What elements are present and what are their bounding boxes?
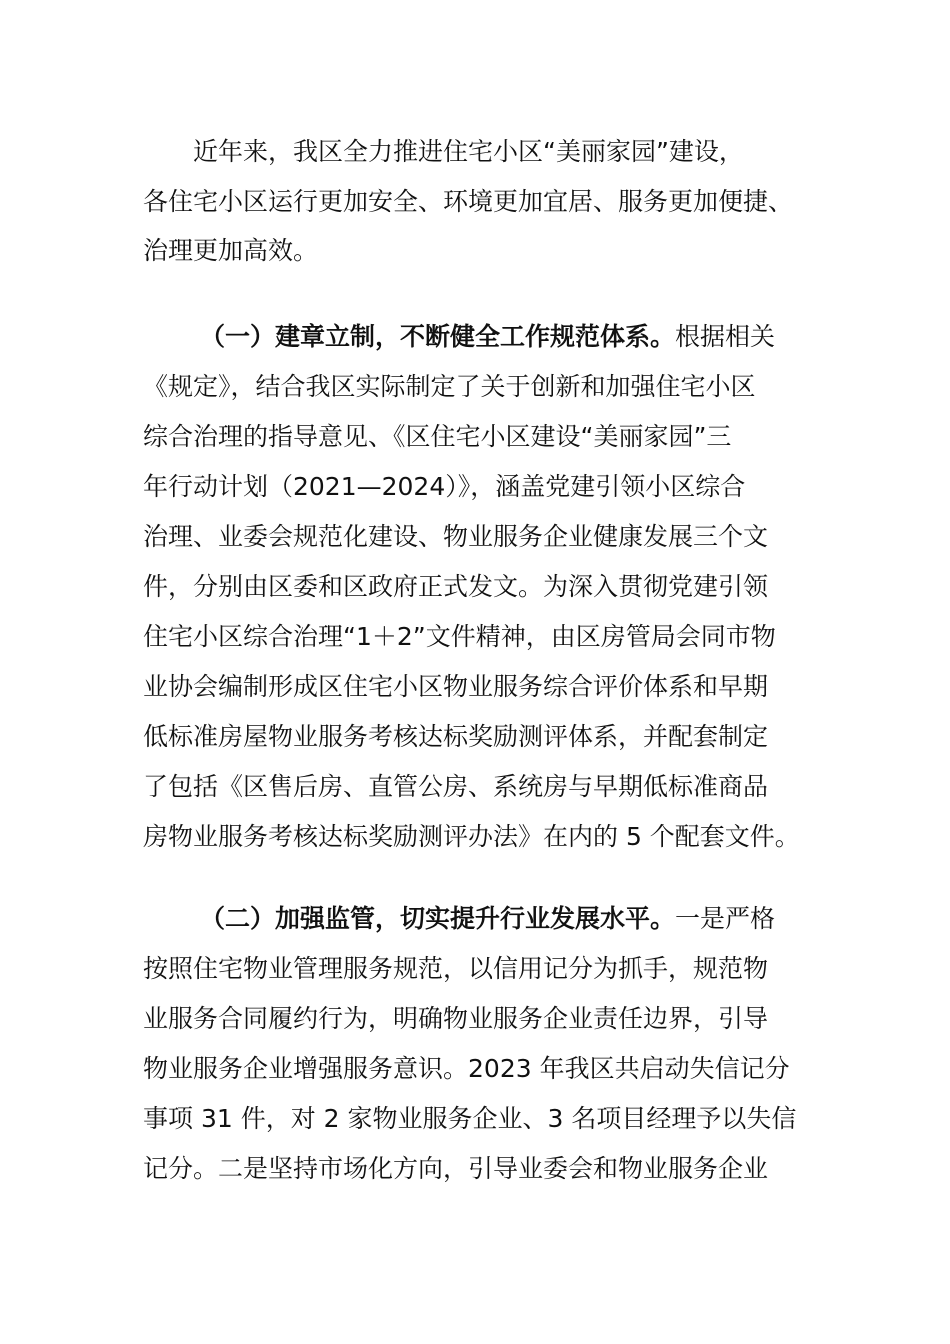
paragraph-2-line-11: 房物业服务考核达标奖励测评办法》在内的 5 个配套文件。 xyxy=(143,822,800,851)
paragraph-1-line-2: 各住宅小区运行更加安全、环境更加宜居、服务更加便捷、 xyxy=(143,187,794,216)
paragraph-2-line-10: 了包括《区售后房、直管公房、系统房与早期低标准商品 xyxy=(143,772,769,801)
paragraph-2-line-8: 业协会编制形成区住宅小区物业服务综合评价体系和早期 xyxy=(143,672,769,701)
section-heading-2: （二）加强监管，切实提升行业发展水平。 xyxy=(200,904,676,933)
section-heading-1: （一）建章立制，不断健全工作规范体系。 xyxy=(200,322,676,351)
paragraph-2-line-7: 住宅小区综合治理“1＋2”文件精神，由区房管局会同市物 xyxy=(143,622,776,651)
paragraph-1-line-3: 治理更加高效。 xyxy=(143,236,319,265)
paragraph-3-line-4: 物业服务企业增强服务意识。2023 年我区共启动失信记分 xyxy=(143,1054,790,1083)
paragraph-3-first-rest: 一是严格 xyxy=(675,904,776,933)
paragraph-3-line-5: 事项 31 件，对 2 家物业服务企业、3 名项目经理予以失信 xyxy=(143,1104,797,1133)
paragraph-3-line-3: 业服务合同履约行为，明确物业服务企业责任边界，引导 xyxy=(143,1004,769,1033)
paragraph-2-line-6: 件，分别由区委和区政府正式发文。为深入贯彻党建引领 xyxy=(143,572,769,601)
paragraph-2-line-4: 年行动计划（2021—2024）》，涵盖党建引领小区综合 xyxy=(143,472,746,501)
paragraph-2-line-1 xyxy=(200,320,775,354)
paragraph-2-line-5: 治理、业委会规范化建设、物业服务企业健康发展三个文 xyxy=(143,522,769,551)
paragraph-2-line-3: 综合治理的指导意见、《区住宅小区建设“美丽家园”三 xyxy=(143,422,732,451)
paragraph-3-line-1 xyxy=(200,902,775,936)
paragraph-2-first-rest: 根据相关 xyxy=(675,322,776,351)
paragraph-1-line-1: 近年来，我区全力推进住宅小区“美丽家园”建设， xyxy=(193,137,744,166)
paragraph-3-line-2: 按照住宅物业管理服务规范，以信用记分为抓手，规范物 xyxy=(143,954,769,983)
paragraph-3-line-6: 记分。二是坚持市场化方向，引导业委会和物业服务企业 xyxy=(143,1154,769,1183)
paragraph-2-line-2: 《规定》，结合我区实际制定了关于创新和加强住宅小区 xyxy=(143,372,756,401)
paragraph-2-line-9: 低标准房屋物业服务考核达标奖励测评体系，并配套制定 xyxy=(143,722,769,751)
